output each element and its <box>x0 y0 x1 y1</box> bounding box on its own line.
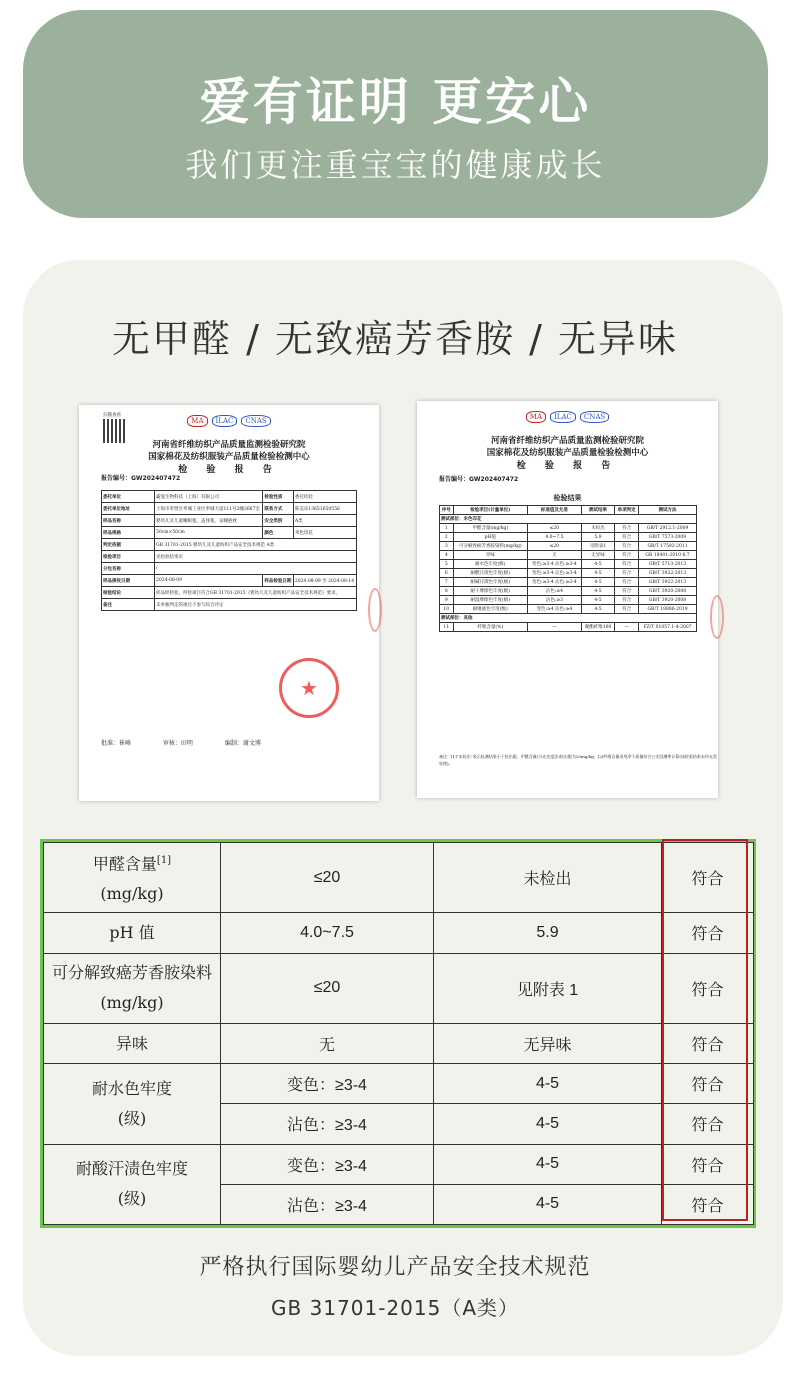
item-unit: (mg/kg) <box>100 884 164 904</box>
item-cell <box>44 953 221 1023</box>
results-row <box>44 1064 754 1104</box>
banner-title: 爱有证明 更安心 <box>199 73 592 131</box>
table-row <box>102 491 357 503</box>
table-row <box>440 551 697 560</box>
table-cell: 变色:≥3-4 沾色:≥3-4 <box>528 569 582 578</box>
cell-label: 检验项目 <box>102 551 155 563</box>
table-row <box>102 503 357 515</box>
item-cell <box>44 843 221 913</box>
results-row <box>44 1144 754 1184</box>
doc-header-1: 河南省纤维纺织产品质量监测检验研究院 <box>490 436 644 446</box>
official-seal: ★ <box>279 658 339 718</box>
cell-value: 见检验结果页 <box>155 551 357 563</box>
table-cell: 符合 <box>615 605 639 614</box>
cell-label: 委托单位 <box>102 491 155 503</box>
verdict-cell: 符合 <box>662 1184 754 1224</box>
table-cell: 符合 <box>615 542 639 551</box>
column-header: 序号 <box>440 506 454 515</box>
standard-cell: ≤20 <box>221 843 434 913</box>
result-cell: 4-5 <box>434 1104 662 1144</box>
header-banner <box>23 10 768 218</box>
table-cell: 耐酸汗渍色牢度(级) <box>453 569 527 578</box>
table-cell: 符合 <box>615 533 639 542</box>
table-cell: 符合 <box>615 551 639 560</box>
table-cell: — <box>615 623 639 632</box>
item-name: 耐酸汗渍色牢度 <box>75 1159 188 1179</box>
table-cell: 5 <box>440 560 454 569</box>
cell-label: 判定依据 <box>102 539 155 551</box>
table-cell: 4.0~7.5 <box>528 533 582 542</box>
table-cell: 1 <box>440 524 454 533</box>
result-cell: 未检出 <box>434 843 662 913</box>
cell-label: 委托单位地址 <box>102 503 155 515</box>
table-cell: 11 <box>440 623 454 632</box>
cell-value: 米色印花 <box>293 527 356 539</box>
doc-header-2: 国家棉花及纺织服装产品质量检验检测中心 <box>148 452 310 462</box>
cell-value: 未单独判定的项目不参与综合评定 <box>155 599 357 611</box>
table-row <box>102 527 357 539</box>
cert-logos <box>79 415 379 427</box>
item-unit: (mg/kg) <box>100 993 164 1013</box>
cell-value: 上海市奉贤区奉城工业区奉城大道111号2幢2667室 <box>155 503 263 515</box>
section-label: 测试部位：米色印花 <box>440 515 697 524</box>
table-cell: 纤维含量(%) <box>453 623 527 632</box>
section-subtitle: 无甲醛 / 无致癌芳香胺 / 无异味 <box>112 317 678 361</box>
table-cell: 符合 <box>615 524 639 533</box>
table-cell: 见附表1 <box>581 542 614 551</box>
verdict-cell: 符合 <box>662 1144 754 1184</box>
table-cell: 变色:≥3-4 沾色:≥3-4 <box>528 560 582 569</box>
table-cell: 符合 <box>615 587 639 596</box>
cell-value: 2024-08-09 <box>155 575 263 587</box>
table-cell: — <box>528 623 582 632</box>
item-name: 可分解致癌芳香胺染料 <box>51 963 212 983</box>
table-cell: 无 <box>528 551 582 560</box>
signature-row: 批准：崔峰 审核：田明 编制：谢文博 <box>101 740 261 747</box>
table-row <box>102 599 357 611</box>
table-row <box>440 596 697 605</box>
table-cell: pH值 <box>453 533 527 542</box>
table-row <box>102 575 357 587</box>
table-cell: ≤20 <box>528 542 582 551</box>
doc-header-3: 检 验 报 告 <box>178 465 280 475</box>
report-results-image <box>417 401 718 798</box>
table-cell: 符合 <box>615 569 639 578</box>
report-number: 报告编号：GW202407472 <box>101 475 181 482</box>
footnote-marker: [1] <box>156 855 172 867</box>
cell-label: 检验性质 <box>263 491 293 503</box>
standard-cell: ≤20 <box>221 953 434 1023</box>
table-cell: 符合 <box>615 560 639 569</box>
item-unit: (级) <box>117 1189 147 1209</box>
cell-value: 委托检验 <box>293 491 356 503</box>
standard-cell: 4.0~7.5 <box>221 913 434 953</box>
table-cell: GB 18401-2010 6.7 <box>639 551 697 560</box>
cert-logos <box>417 411 718 423</box>
column-header: 检验项目(计量单位) <box>453 506 527 515</box>
results-row <box>44 953 754 1023</box>
cell-value: A类 <box>293 515 356 527</box>
table-cell: 4-5 <box>581 587 614 596</box>
cell-label: 联系方式 <box>263 503 293 515</box>
table-row <box>102 551 357 563</box>
ma-logo: MA <box>526 411 546 423</box>
table-row <box>102 515 357 527</box>
cell-value: 婴幼儿及儿童睡眠毯、盖体毯、安睡抱枕 <box>155 515 263 527</box>
table-cell: 变色:≥4 沾色:≥4 <box>528 605 582 614</box>
table-cell: 异味 <box>453 551 527 560</box>
table-cell: 7 <box>440 578 454 587</box>
stamp-edge-mark <box>710 595 724 639</box>
column-header: 标准值及允差 <box>528 506 582 515</box>
table-cell: 甲醛含量(mg/kg) <box>453 524 527 533</box>
table-row <box>440 623 697 632</box>
table-row <box>440 614 697 623</box>
ma-logo: MA <box>187 415 207 427</box>
cover-table <box>101 490 357 611</box>
table-cell: 无异味 <box>581 551 614 560</box>
cell-label: 样品接收日期 <box>102 575 155 587</box>
table-cell: 可分解致癌芳香胺染料(mg/kg) <box>453 542 527 551</box>
table-cell: 变色:≥3-4 沾色:≥3-4 <box>528 578 582 587</box>
table-cell: 耐湿摩擦色牢度(级) <box>453 596 527 605</box>
stamp-edge-mark <box>368 588 382 632</box>
table-cell: 符合 <box>615 596 639 605</box>
result-cell: 4-5 <box>434 1184 662 1224</box>
result-cell: 4-5 <box>434 1144 662 1184</box>
cell-label: 颜色 <box>263 527 293 539</box>
table-row <box>440 515 697 524</box>
column-header: 单项判定 <box>615 506 639 515</box>
table-cell: 4-5 <box>581 605 614 614</box>
table-cell: GB/T 3922-2013 <box>639 569 697 578</box>
table-cell: 10 <box>440 605 454 614</box>
report-notes: 备注：[1]“未检出”表示检测结果小于检出限，甲醛含量(分光光度法)检出限为20mg/kg。[2]纤维含量采用净干质量结合公定回潮率计算(该检验结果未经允差处理)。 <box>439 754 717 766</box>
table-row <box>102 587 357 599</box>
results-row <box>44 913 754 953</box>
verdict-highlight-box <box>662 839 748 1221</box>
standard-cell: 沾色：≥3-4 <box>221 1184 434 1224</box>
results-mini-table <box>439 505 697 632</box>
column-header: 测试方法 <box>639 506 697 515</box>
table-row <box>440 587 697 596</box>
table-cell: 4-5 <box>581 578 614 587</box>
cnas-logo: CNAS <box>241 415 270 427</box>
table-cell: 6 <box>440 569 454 578</box>
results-title: 检验结果 <box>553 493 582 502</box>
table-cell: 2 <box>440 533 454 542</box>
verdict-cell: 符合 <box>662 1023 754 1063</box>
footer-line-1: 严格执行国际婴幼儿产品安全技术规范 <box>199 1255 591 1280</box>
table-cell: 9 <box>440 596 454 605</box>
table-cell: 4-5 <box>581 560 614 569</box>
verdict-cell: 符合 <box>662 1104 754 1144</box>
table-cell: 耐水色牢度(级) <box>453 560 527 569</box>
section-label: 测试部位：其他 <box>440 614 697 623</box>
item-name: 异味 <box>115 1033 148 1053</box>
results-row <box>44 843 754 913</box>
table-row <box>440 542 697 551</box>
table-header-row <box>440 506 697 515</box>
cell-value: 2024-08-09 至 2024-08-14 <box>293 575 356 587</box>
cell-value: 样品经检验，所检项目符合GB 31701-2015《婴幼儿及儿童纺织产品安全技术规范》要求。 <box>155 587 357 599</box>
table-cell: FZ/T 01057.1-4-2007 <box>639 623 697 632</box>
cell-label: 检验结论 <box>102 587 155 599</box>
footer-line-2: GB 31701-2015（A类） <box>271 1296 519 1320</box>
table-cell: 4 <box>440 551 454 560</box>
table-cell: 未检出 <box>581 524 614 533</box>
item-cell <box>44 1064 221 1144</box>
qr-label: 扫描查看 <box>103 413 121 418</box>
table-cell: GB/T 3920-2008 <box>639 587 697 596</box>
cell-label: 样品名称 <box>102 515 155 527</box>
standard-cell: 沾色：≥3-4 <box>221 1104 434 1144</box>
doc-header-2: 国家棉花及纺织服装产品质量检验检测中心 <box>486 448 649 458</box>
table-cell: 5.9 <box>581 533 614 542</box>
cell-value: 50cm×50cm <box>155 527 263 539</box>
cell-value: GB 31701-2015 婴幼儿及儿童纺织产品安全技术规范 A类 <box>155 539 357 551</box>
table-row <box>440 569 697 578</box>
table-row <box>440 605 697 614</box>
item-cell <box>44 913 221 953</box>
report-cover-image <box>79 405 379 801</box>
table-row <box>440 560 697 569</box>
doc-header-1: 河南省纤维纺织产品质量监测检验研究院 <box>152 440 306 450</box>
verdict-cell: 符合 <box>662 1064 754 1104</box>
standard-cell: 变色：≥3-4 <box>221 1144 434 1184</box>
cell-value: / <box>155 563 357 575</box>
cell-label: 样品规格 <box>102 527 155 539</box>
table-row <box>102 563 357 575</box>
table-cell: 沾色:≥3 <box>528 596 582 605</box>
table-cell: GB/T 3920-2008 <box>639 596 697 605</box>
standard-cell: 无 <box>221 1023 434 1063</box>
item-name: 甲醛含量 <box>92 854 157 874</box>
table-cell: ≤20 <box>528 524 582 533</box>
report-number: 报告编号：GW202407472 <box>439 476 519 483</box>
ilac-logo: ILAC <box>550 411 576 423</box>
table-cell: 8 <box>440 587 454 596</box>
table-cell: GB/T 3922-2013 <box>639 578 697 587</box>
table-row <box>102 539 357 551</box>
table-cell: GB/T 5713-2013 <box>639 560 697 569</box>
item-name: 耐水色牢度 <box>91 1078 172 1098</box>
cell-label: 样品检验日期 <box>263 575 293 587</box>
cell-label: 备注 <box>102 599 155 611</box>
table-cell: 聚酯纤维100 <box>581 623 614 632</box>
column-header: 测试结果 <box>581 506 614 515</box>
doc-header-3: 检 验 报 告 <box>516 461 619 471</box>
table-row <box>440 533 697 542</box>
verdict-cell: 符合 <box>662 843 754 913</box>
item-cell <box>44 1023 221 1063</box>
cell-label: 安全类别 <box>263 515 293 527</box>
table-cell: 4-5 <box>581 569 614 578</box>
cnas-logo: CNAS <box>580 411 609 423</box>
cell-value: 陈美乐13651650556 <box>293 503 356 515</box>
table-cell: GB/T 2912.1-2009 <box>639 524 697 533</box>
table-cell: GB/T 17592-2011 <box>639 542 697 551</box>
result-cell: 5.9 <box>434 913 662 953</box>
results-row <box>44 1023 754 1063</box>
result-cell: 见附表 1 <box>434 953 662 1023</box>
results-table <box>40 839 756 1228</box>
table-cell: 沾色:≥4 <box>528 587 582 596</box>
item-unit: (级) <box>117 1108 147 1128</box>
banner-subtitle: 我们更注重宝宝的健康成长 <box>185 146 606 184</box>
verdict-cell: 符合 <box>662 953 754 1023</box>
cell-value: 霸蔻生物科技（上海）有限公司 <box>155 491 263 503</box>
table-cell: 耐干摩擦色牢度(级) <box>453 587 527 596</box>
table-cell: GB/T 18886-2019 <box>639 605 697 614</box>
result-cell: 4-5 <box>434 1064 662 1104</box>
table-cell: 耐唾液色牢度(级) <box>453 605 527 614</box>
table-cell: 3 <box>440 542 454 551</box>
ilac-logo: ILAC <box>212 415 238 427</box>
item-cell <box>44 1144 221 1224</box>
result-cell: 无异味 <box>434 1023 662 1063</box>
table-cell: GB/T 7573-2009 <box>639 533 697 542</box>
cell-label: 分包名称 <box>102 563 155 575</box>
table-cell: 符合 <box>615 578 639 587</box>
item-name: pH 值 <box>109 922 155 942</box>
table-cell: 耐碱汗渍色牢度(级) <box>453 578 527 587</box>
verdict-cell: 符合 <box>662 913 754 953</box>
table-row <box>440 524 697 533</box>
table-row <box>440 578 697 587</box>
table-cell: 4-5 <box>581 596 614 605</box>
standard-cell: 变色：≥3-4 <box>221 1064 434 1104</box>
